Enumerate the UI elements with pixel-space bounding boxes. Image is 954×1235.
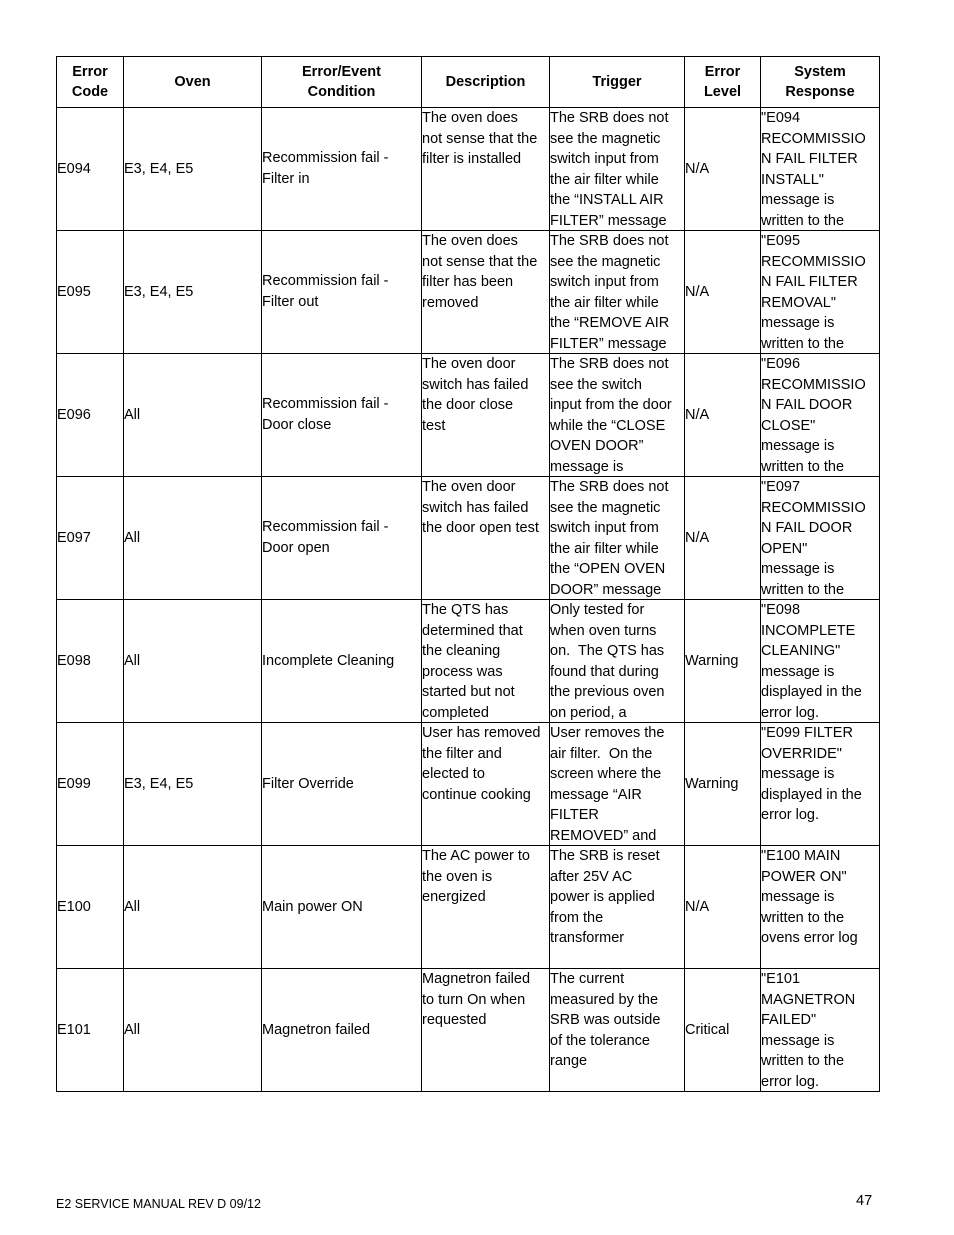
error-code-cell-value: E096 [57, 406, 91, 423]
condition-cell [262, 477, 422, 600]
condition-cell-line: Door close [262, 417, 332, 433]
condition-cell-line: Recommission fail - [262, 519, 389, 536]
system-response-cell-line: RECOMMISSIO [761, 499, 866, 516]
system-response-cell-text [761, 846, 879, 967]
trigger-cell-text [550, 108, 684, 229]
trigger-cell-line: see the magnetic [550, 130, 661, 147]
description-cell [422, 231, 550, 354]
system-response-cell-line: "E101 [761, 971, 801, 987]
table-row [57, 108, 880, 231]
trigger-cell-line: User removes the [550, 725, 665, 741]
system-response-cell [761, 354, 880, 477]
system-response-cell-line: written to the [761, 212, 845, 229]
system-response-cell-line: OPEN" [761, 540, 808, 557]
header-error-code-line: Error [72, 64, 108, 80]
table-row [57, 477, 880, 600]
system-response-cell-line: written to the [761, 458, 845, 475]
description-cell-line: completed [422, 704, 489, 721]
system-response-cell-line: message is [761, 766, 835, 783]
table-row [57, 723, 880, 846]
description-cell-line: The QTS has [422, 602, 509, 618]
oven-cell-value: All [124, 406, 141, 423]
trigger-cell-line: range [550, 1053, 588, 1070]
description-cell-line: Magnetron failed [422, 971, 531, 987]
oven-cell-value: All [124, 652, 141, 669]
error-code-cell [57, 723, 124, 846]
trigger-cell-line: input from the door [550, 397, 672, 414]
trigger-cell-line: switch input from [550, 274, 659, 291]
condition-cell [262, 354, 422, 477]
trigger-cell-line: see the magnetic [550, 499, 661, 516]
error-code-cell-value: E099 [57, 775, 91, 792]
condition-cell-line: Filter out [262, 294, 319, 310]
condition-cell [262, 846, 422, 969]
system-response-cell-line: displayed in the [761, 786, 862, 803]
trigger-cell-line: the air filter while [550, 171, 659, 188]
trigger-cell [550, 846, 685, 969]
trigger-cell [550, 108, 685, 231]
error-level-cell [685, 231, 761, 354]
description-cell-line: the oven is [422, 868, 493, 885]
table-body [57, 108, 880, 1092]
system-response-cell-line: written to the [761, 335, 845, 352]
error-code-cell [57, 477, 124, 600]
system-response-cell-line: "E097 [761, 479, 801, 495]
condition-cell [262, 600, 422, 723]
trigger-cell [550, 600, 685, 723]
oven-cell [124, 231, 262, 354]
description-cell-line: The oven does [422, 233, 518, 249]
trigger-cell-line: FILTER” message [550, 335, 667, 352]
page-number: 47 [856, 1193, 873, 1209]
trigger-cell-line: screen where the [550, 766, 662, 783]
oven-cell-value: All [124, 898, 141, 915]
header-system-response-line: Response [785, 84, 855, 100]
description-cell [422, 354, 550, 477]
trigger-cell-text [550, 477, 684, 598]
oven-cell [124, 354, 262, 477]
condition-cell [262, 108, 422, 231]
description-cell-line: the filter and [422, 745, 502, 762]
header-error-level [685, 57, 761, 108]
trigger-cell-line: on period, a [550, 704, 627, 721]
trigger-cell-line: the previous oven [550, 684, 665, 701]
error-code-cell [57, 354, 124, 477]
description-cell-line: filter has been [422, 274, 514, 291]
description-cell-text [422, 846, 549, 967]
header-error-code-line: Code [71, 84, 109, 100]
system-response-cell-text [761, 231, 879, 352]
system-response-cell-line: error log. [761, 1073, 820, 1090]
error-level-cell [685, 108, 761, 231]
condition-cell-line: Door open [262, 540, 330, 556]
description-cell-line: requested [422, 1012, 487, 1029]
trigger-cell [550, 723, 685, 846]
system-response-cell-line: "E099 FILTER [761, 725, 853, 741]
system-response-cell [761, 477, 880, 600]
error-level-cell [685, 723, 761, 846]
description-cell-line: User has removed [422, 725, 541, 741]
system-response-cell-text [761, 600, 879, 721]
description-cell-text [422, 108, 549, 229]
description-cell [422, 477, 550, 600]
oven-cell [124, 969, 262, 1092]
header-oven: Oven [124, 57, 262, 108]
trigger-cell-line: the air filter while [550, 294, 659, 311]
system-response-cell-line: message is [761, 889, 835, 906]
error-level-cell-value: N/A [685, 283, 710, 300]
error-code-cell-value: E094 [57, 160, 91, 177]
error-level-cell [685, 846, 761, 969]
trigger-cell-text [550, 231, 684, 352]
trigger-cell-line: measured by the [550, 991, 659, 1008]
system-response-cell-text [761, 969, 879, 1090]
trigger-cell-line: The SRB does not [550, 233, 669, 249]
condition-cell-line: Recommission fail - [262, 396, 389, 413]
trigger-cell [550, 354, 685, 477]
system-response-cell-line: message is [761, 1032, 835, 1049]
error-code-cell [57, 231, 124, 354]
error-code-cell [57, 846, 124, 969]
system-response-cell-line: CLEANING" [761, 643, 841, 660]
description-cell-line: energized [422, 889, 486, 906]
system-response-cell-line: message is [761, 663, 835, 680]
error-code-table [56, 56, 880, 1092]
oven-cell [124, 108, 262, 231]
system-response-cell-text [761, 108, 879, 229]
trigger-cell-line: the “OPEN OVEN [550, 561, 666, 578]
description-cell [422, 969, 550, 1092]
system-response-cell-line: CLOSE" [761, 417, 816, 434]
description-cell [422, 108, 550, 231]
system-response-cell-line: written to the [761, 581, 845, 598]
system-response-cell-line: "E100 MAIN [761, 848, 841, 864]
condition-cell-line: Incomplete Cleaning [262, 652, 395, 669]
description-cell-line: process was [422, 663, 503, 680]
trigger-cell-line: from the [550, 909, 604, 926]
trigger-cell-line: after 25V AC [550, 868, 633, 885]
error-level-cell [685, 477, 761, 600]
description-cell-text [422, 600, 549, 721]
trigger-cell-line: the “REMOVE AIR [550, 315, 670, 332]
description-cell-line: the door open test [422, 520, 539, 537]
trigger-cell-line: see the switch [550, 376, 642, 393]
trigger-cell [550, 231, 685, 354]
error-level-cell-value: N/A [685, 160, 710, 177]
trigger-cell-line: DOOR” message [550, 581, 662, 598]
description-cell-line: to turn On when [422, 991, 526, 1008]
description-cell-line: The oven door [422, 479, 516, 495]
error-code-cell-value: E095 [57, 283, 91, 300]
oven-cell [124, 846, 262, 969]
header-error-code [57, 57, 124, 108]
trigger-cell-text [550, 354, 684, 475]
system-response-cell-line: "E096 [761, 356, 801, 372]
system-response-cell-line: INSTALL" [761, 171, 824, 188]
system-response-cell-line: MAGNETRON [761, 991, 856, 1008]
table-row [57, 969, 880, 1092]
condition-cell-line: Recommission fail - [262, 273, 389, 290]
description-cell-line: switch has failed [422, 499, 529, 516]
error-level-cell [685, 354, 761, 477]
system-response-cell-line: OVERRIDE" [761, 745, 842, 762]
description-cell-line: determined that [422, 622, 523, 639]
trigger-cell-line: FILTER [550, 807, 599, 824]
system-response-cell-line: message is [761, 438, 835, 455]
system-response-cell-text [761, 723, 879, 844]
error-code-cell-value: E098 [57, 652, 91, 669]
trigger-cell-line: transformer [550, 930, 625, 947]
description-cell-line: The oven does [422, 110, 518, 126]
trigger-cell-line: OVEN DOOR” [550, 438, 644, 455]
description-cell-line: continue cooking [422, 786, 531, 803]
oven-cell [124, 477, 262, 600]
trigger-cell-line: message is [550, 458, 624, 475]
system-response-cell-line: INCOMPLETE [761, 622, 856, 639]
trigger-cell-line: on. The QTS has [550, 643, 665, 660]
system-response-cell-line: message is [761, 192, 835, 209]
description-cell-line: not sense that the [422, 130, 538, 147]
oven-cell-value: E3, E4, E5 [124, 775, 194, 792]
footer-manual-title: E2 SERVICE MANUAL REV D 09/12 [56, 1197, 261, 1211]
table-row [57, 600, 880, 723]
system-response-cell-line: N FAIL DOOR [761, 520, 853, 537]
condition-cell [262, 969, 422, 1092]
description-cell-line: the cleaning [422, 643, 501, 660]
error-code-cell-value: E101 [57, 1021, 91, 1038]
oven-cell-value: All [124, 529, 141, 546]
description-cell [422, 600, 550, 723]
trigger-cell-text [550, 846, 684, 967]
system-response-cell-line: RECOMMISSIO [761, 376, 866, 393]
description-cell-text [422, 969, 549, 1090]
description-cell-text [422, 477, 549, 598]
description-cell [422, 846, 550, 969]
trigger-cell-text [550, 600, 684, 721]
error-code-cell-value: E097 [57, 529, 91, 546]
trigger-cell-line: The SRB does not [550, 479, 669, 495]
description-cell-text [422, 231, 549, 352]
system-response-cell-line: RECOMMISSIO [761, 253, 866, 270]
table-row [57, 846, 880, 969]
system-response-cell-line: RECOMMISSIO [761, 130, 866, 147]
system-response-cell-text [761, 477, 879, 598]
system-response-cell-line: POWER ON" [761, 868, 847, 885]
trigger-cell-line: the air filter while [550, 540, 659, 557]
system-response-cell [761, 231, 880, 354]
system-response-cell-line: written to the [761, 1053, 845, 1070]
trigger-cell-line: FILTER” message [550, 212, 667, 229]
system-response-cell-line: written to the [761, 909, 845, 926]
system-response-cell [761, 600, 880, 723]
trigger-cell-line: The SRB does not [550, 356, 669, 372]
system-response-cell-line: "E095 [761, 233, 801, 249]
condition-cell-line: Main power ON [262, 898, 363, 915]
trigger-cell-line: when oven turns [550, 622, 657, 639]
error-code-cell [57, 600, 124, 723]
system-response-cell [761, 969, 880, 1092]
header-condition-line: Condition [307, 84, 376, 100]
system-response-cell-line: REMOVAL" [761, 294, 836, 311]
description-cell-line: not sense that the [422, 253, 538, 270]
system-response-cell-line: "E094 [761, 110, 801, 126]
header-error-level-line: Error [704, 64, 741, 80]
trigger-cell-line: switch input from [550, 520, 659, 537]
oven-cell-value: E3, E4, E5 [124, 160, 194, 177]
error-code-cell [57, 108, 124, 231]
trigger-cell-line: of the tolerance [550, 1032, 650, 1049]
description-cell-line: removed [422, 294, 479, 311]
system-response-cell-text [761, 354, 879, 475]
description-cell-line: elected to [422, 766, 485, 783]
trigger-cell [550, 477, 685, 600]
trigger-cell-line: found that during [550, 663, 659, 680]
system-response-cell [761, 108, 880, 231]
condition-cell-line: Magnetron failed [262, 1021, 371, 1038]
description-cell-text [422, 354, 549, 475]
oven-cell [124, 723, 262, 846]
oven-cell [124, 600, 262, 723]
header-description: Description [422, 57, 550, 108]
trigger-cell-line: while the “CLOSE [550, 417, 666, 434]
header-system-response [761, 57, 880, 108]
error-level-cell-value: N/A [685, 406, 710, 423]
header-system-response-line: System [794, 64, 846, 80]
error-level-cell-value: Critical [685, 1021, 730, 1038]
error-level-cell [685, 969, 761, 1092]
error-code-cell [57, 969, 124, 1092]
error-level-cell-value: N/A [685, 529, 710, 546]
header-row [57, 57, 880, 108]
description-cell-line: the door close [422, 397, 514, 414]
system-response-cell-line: message is [761, 315, 835, 332]
system-response-cell-line: ovens error log [761, 930, 858, 947]
trigger-cell-line: The current [550, 971, 625, 987]
trigger-cell-text [550, 969, 684, 1090]
trigger-cell-line: message “AIR [550, 786, 642, 803]
trigger-cell-text [550, 723, 684, 844]
header-condition [262, 57, 422, 108]
trigger-cell-line: SRB was outside [550, 1012, 661, 1029]
system-response-cell-line: displayed in the [761, 684, 862, 701]
trigger-cell-line: air filter. On the [550, 745, 653, 762]
error-level-cell-value: N/A [685, 898, 710, 915]
header-error-level-line: Level [703, 84, 742, 100]
error-level-cell-value: Warning [685, 652, 739, 669]
system-response-cell-line: N FAIL FILTER [761, 274, 858, 291]
error-code-cell-value: E100 [57, 898, 91, 915]
header-trigger: Trigger [550, 57, 685, 108]
table-row [57, 354, 880, 477]
description-cell-line: started but not [422, 684, 515, 701]
system-response-cell [761, 723, 880, 846]
trigger-cell-line: REMOVED” and [550, 827, 657, 844]
condition-cell [262, 723, 422, 846]
system-response-cell-line: message is [761, 561, 835, 578]
condition-cell-line: Filter in [262, 171, 310, 187]
trigger-cell-line: power is applied [550, 889, 655, 906]
table-header [57, 57, 880, 108]
condition-cell-line: Filter Override [262, 775, 354, 792]
system-response-cell-line: "E098 [761, 602, 801, 618]
description-cell [422, 723, 550, 846]
oven-cell-value: E3, E4, E5 [124, 283, 194, 300]
trigger-cell-line: switch input from [550, 151, 659, 168]
description-cell-line: The AC power to [422, 848, 530, 864]
system-response-cell-line: FAILED" [761, 1012, 817, 1029]
system-response-cell [761, 846, 880, 969]
table-row [57, 231, 880, 354]
description-cell-text [422, 723, 549, 844]
system-response-cell-line: error log. [761, 807, 820, 824]
error-level-cell-value: Warning [685, 775, 739, 792]
trigger-cell-line: see the magnetic [550, 253, 661, 270]
description-cell-line: filter is installed [422, 151, 522, 168]
condition-cell-line: Recommission fail - [262, 150, 389, 167]
trigger-cell-line: the “INSTALL AIR [550, 192, 664, 209]
description-cell-line: The oven door [422, 356, 516, 372]
description-cell-line: switch has failed [422, 376, 529, 393]
trigger-cell-line: The SRB does not [550, 110, 669, 126]
system-response-cell-line: N FAIL DOOR [761, 397, 853, 414]
trigger-cell-line: The SRB is reset [550, 848, 660, 864]
trigger-cell-line: Only tested for [550, 602, 645, 618]
header-condition-line: Error/Event [302, 64, 381, 80]
error-level-cell [685, 600, 761, 723]
system-response-cell-line: error log. [761, 704, 820, 721]
description-cell-line: test [422, 417, 446, 434]
oven-cell-value: All [124, 1021, 141, 1038]
trigger-cell [550, 969, 685, 1092]
system-response-cell-line: N FAIL FILTER [761, 151, 858, 168]
condition-cell [262, 231, 422, 354]
